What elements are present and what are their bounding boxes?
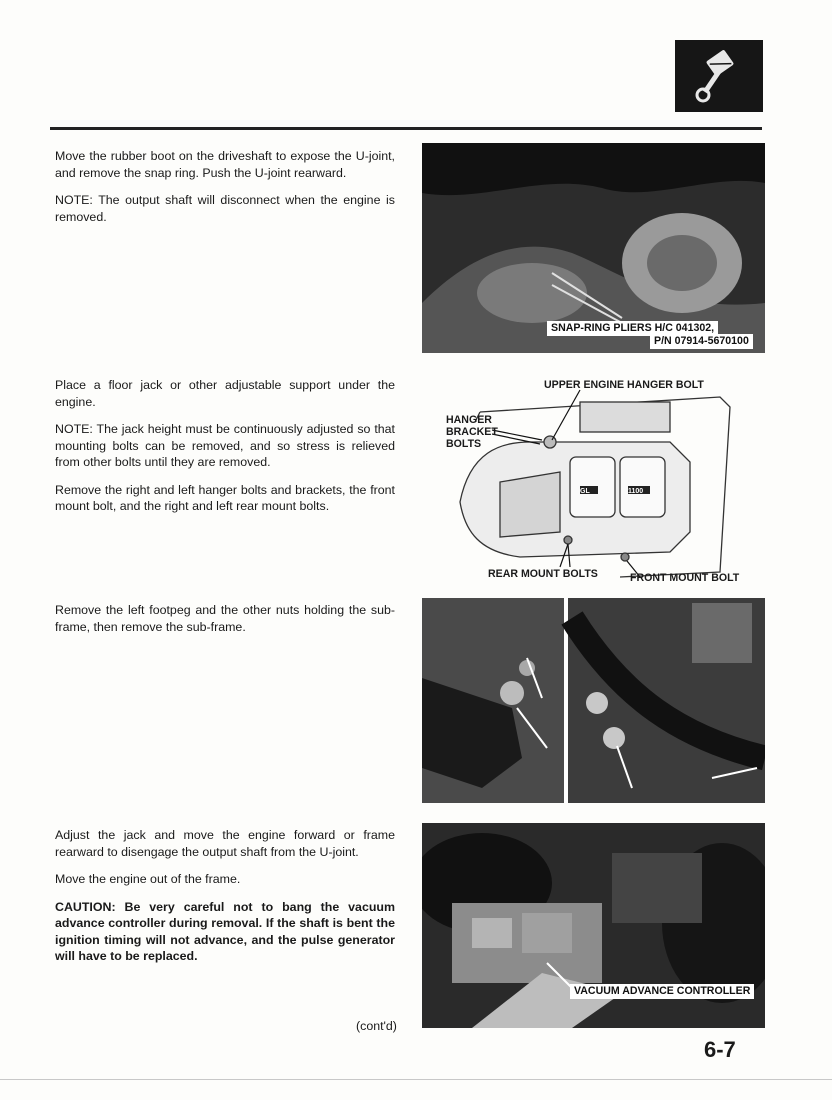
sub-frame-photo-art	[422, 598, 765, 803]
hanger-bracket-label-line3: BOLTS	[446, 438, 482, 450]
section-piston-icon	[675, 40, 763, 112]
step2-instruction: Remove the right and left hanger bolts and brackets, the front mount bolt, and the right and left rear mount bolts.	[55, 482, 395, 513]
step3-paragraph: Remove the left footpeg and the other nuts holding the sub-frame, then remove the sub-frame.	[55, 603, 395, 634]
gl-emblem-label: GL	[580, 488, 590, 495]
page-number: 6-7	[704, 1037, 736, 1062]
contd-note: (cont'd)	[356, 1019, 397, 1033]
step3-text	[55, 602, 395, 646]
step2-paragraph: Place a floor jack or other adjustable support under the engine.	[55, 378, 395, 409]
step4-caution: CAUTION: Be very careful not to bang the vacuum advance controller during removal. If the shaft is bent the ignition timing will not advance, and the pulse generator will have to be replaced.	[55, 899, 395, 963]
rear-mount-bolts-label: REAR MOUNT BOLTS	[488, 568, 598, 580]
sub-frame-photo	[422, 598, 765, 803]
vacuum-controller-photo	[422, 823, 765, 1028]
header-rule	[50, 127, 762, 130]
hanger-bracket-label-line1: HANGER	[446, 414, 492, 426]
step2-note: NOTE: The jack height must be continuously adjusted so that mounting bolts can be removed, and so stress is relieved from other bolts until they are removed.	[55, 422, 395, 469]
step4-paragraph: Adjust the jack and move the engine forward or frame rearward to disengage the output shaft from the U-joint.	[55, 828, 395, 859]
piston-icon	[675, 40, 763, 112]
1100-emblem-label: 1100	[628, 488, 644, 495]
step1-text	[55, 148, 395, 236]
step4-instruction: Move the engine out of the frame.	[55, 872, 241, 886]
step1-paragraph: Move the rubber boot on the driveshaft to expose the U-joint, and remove the snap ring. Push the U-joint rearward.	[55, 149, 395, 180]
hanger-bracket-label-line2: BRACKET	[446, 426, 498, 438]
snap-ring-label-line1: SNAP-RING PLIERS H/C 041302,	[547, 321, 718, 336]
front-mount-bolt-label: FRONT MOUNT BOLT	[630, 572, 740, 584]
step4-text	[55, 827, 395, 976]
vacuum-advance-controller-label: VACUUM ADVANCE CONTROLLER	[570, 984, 754, 999]
snap-ring-photo	[422, 143, 765, 353]
engine-mount-diagram	[420, 372, 765, 592]
footer-rule	[0, 1079, 832, 1080]
upper-engine-hanger-bolt-label: UPPER ENGINE HANGER BOLT	[544, 379, 704, 391]
snap-ring-label-line2: P/N 07914-5670100	[650, 334, 753, 349]
step2-text	[55, 377, 395, 526]
engine-mount-drawing	[420, 372, 765, 592]
step1-note: NOTE: The output shaft will disconnect when the engine is removed.	[55, 193, 395, 224]
hanger-bracket-bolts-label	[446, 414, 498, 450]
